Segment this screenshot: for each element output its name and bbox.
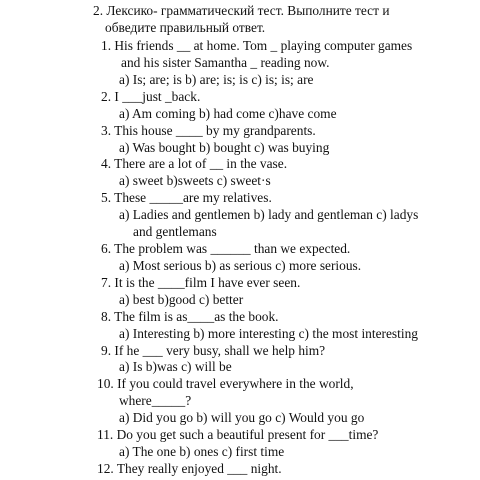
section-heading-continuation: обведите правильный ответ.	[105, 20, 266, 35]
answer-options-5: a) Ladies and gentlemen b) lady and gentleman c) ladys	[119, 207, 419, 222]
answer-options-6: a) Most serious b) as serious c) more serious.	[119, 258, 362, 273]
answer-options-8: a) Interesting b) more interesting c) the most interesting	[119, 326, 418, 341]
answer-options-3: a) Was bought b) bought c) was buying	[119, 140, 330, 155]
question-4: 4. There are a lot of __ in the vase.	[101, 156, 288, 171]
question-9: 9. If he ___ very busy, shall we help him?	[101, 343, 326, 358]
question-7: 7. It is the ____film I have ever seen.	[101, 275, 301, 290]
answer-options-11: a) The one b) ones c) first time	[119, 444, 285, 459]
question-1-continuation: and his sister Samantha _ reading now.	[121, 55, 330, 70]
question-10-continuation: where_____?	[119, 393, 192, 408]
answer-options-4: a) sweet b)sweets c) sweet·s	[119, 173, 271, 188]
question-3: 3. This house ____ by my grandparents.	[101, 123, 316, 138]
answer-options-7: a) best b)good c) better	[119, 292, 244, 307]
question-5: 5. These _____are my relatives.	[101, 190, 272, 205]
question-6: 6. The problem was ______ than we expected.	[101, 241, 351, 256]
question-12: 12. They really enjoyed ___ night.	[97, 461, 282, 476]
answer-options-9: a) Is b)was c) will be	[119, 359, 232, 374]
answer-options-2: a) Am coming b) had come c)have come	[119, 106, 337, 121]
answer-options-5-continuation: and gentlemans	[133, 224, 217, 239]
question-10: 10. If you could travel everywhere in the world,	[97, 376, 354, 391]
question-1: 1. His friends __ at home. Tom _ playing computer games	[101, 38, 413, 53]
answer-options-1: a) Is; are; is b) are; is; is c) is; is; are	[119, 72, 314, 87]
question-11: 11. Do you get such a beautiful present for ___time?	[97, 427, 379, 442]
question-8: 8. The film is as____as the book.	[101, 309, 279, 324]
answer-options-10: a) Did you go b) will you go c) Would you go	[119, 410, 365, 425]
question-2: 2. I ___just _back.	[101, 89, 201, 104]
section-heading: 2. Лексико- грамматический тест. Выполните тест и	[93, 3, 390, 18]
